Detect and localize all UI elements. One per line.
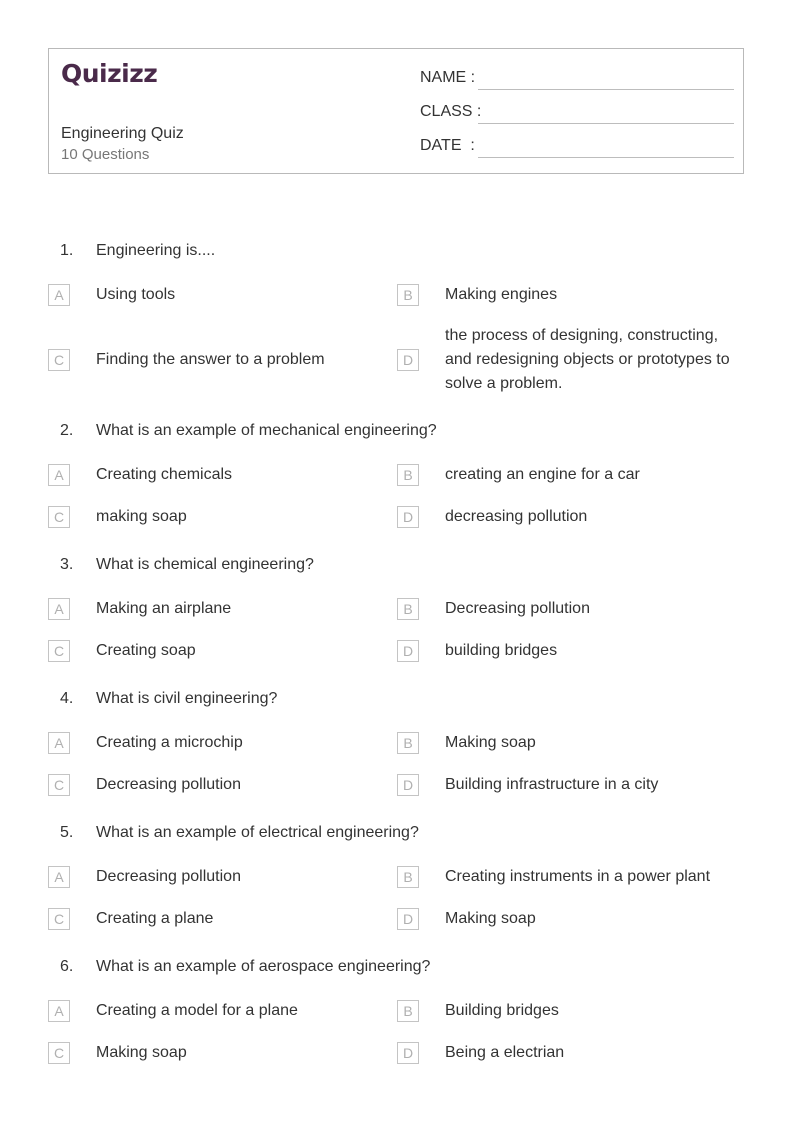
question-count: 10 Questions [61, 146, 150, 163]
option-text: Building infrastructure in a city [445, 776, 659, 793]
date-line[interactable] [478, 157, 734, 158]
question-number: 3. [60, 556, 74, 573]
question-number: 6. [60, 958, 74, 975]
option-a[interactable] [48, 588, 397, 630]
question-4 [48, 678, 744, 806]
option-c[interactable] [48, 1032, 397, 1074]
student-info-fields [420, 67, 734, 169]
option-c[interactable] [48, 316, 397, 404]
question-row [48, 946, 744, 990]
option-text: Creating a microchip [96, 734, 243, 751]
option-b[interactable] [397, 722, 744, 764]
option-d[interactable] [397, 316, 744, 404]
option-letter-box[interactable]: D [397, 506, 419, 528]
option-text: Making soap [445, 910, 536, 927]
option-d[interactable] [397, 764, 744, 806]
question-text: What is chemical engineering? [96, 556, 314, 573]
option-letter-box[interactable]: D [397, 349, 419, 371]
question-text: What is an example of electrical engineering? [96, 824, 419, 841]
answer-options [48, 722, 744, 806]
option-a[interactable] [48, 856, 397, 898]
option-text: Making an airplane [96, 600, 232, 617]
option-b[interactable] [397, 588, 744, 630]
option-d[interactable] [397, 496, 744, 538]
option-text: Creating soap [96, 642, 196, 659]
option-letter-box[interactable]: B [397, 732, 419, 754]
question-3 [48, 544, 744, 672]
worksheet-header [48, 48, 744, 174]
option-letter-box[interactable]: C [48, 1042, 70, 1064]
option-d[interactable] [397, 630, 744, 672]
option-text: Decreasing pollution [96, 776, 241, 793]
question-text: Engineering is.... [96, 242, 216, 259]
option-a[interactable] [48, 990, 397, 1032]
option-text: Creating instruments in a power plant [445, 868, 711, 885]
option-c[interactable] [48, 898, 397, 940]
name-line[interactable] [478, 89, 734, 90]
option-b[interactable] [397, 274, 744, 316]
question-number: 5. [60, 824, 74, 841]
option-c[interactable] [48, 764, 397, 806]
option-text: Making soap [96, 1044, 187, 1061]
option-letter-box[interactable]: A [48, 284, 70, 306]
option-letter-box[interactable]: A [48, 732, 70, 754]
option-letter-box[interactable]: A [48, 866, 70, 888]
option-b[interactable] [397, 990, 744, 1032]
option-letter-box[interactable]: B [397, 464, 419, 486]
option-a[interactable] [48, 454, 397, 496]
option-c[interactable] [48, 630, 397, 672]
option-b[interactable] [397, 454, 744, 496]
question-2 [48, 410, 744, 538]
date-field[interactable] [420, 135, 734, 169]
option-text: decreasing pollution [445, 508, 588, 525]
name-field[interactable] [420, 67, 734, 101]
option-a[interactable] [48, 722, 397, 764]
class-field[interactable] [420, 101, 734, 135]
option-letter-box[interactable]: D [397, 908, 419, 930]
question-row [48, 410, 744, 454]
question-text: What is an example of mechanical engineering? [96, 422, 437, 439]
class-line[interactable] [478, 123, 734, 124]
option-letter-box[interactable]: A [48, 598, 70, 620]
option-letter-box[interactable]: B [397, 1000, 419, 1022]
question-number: 2. [60, 422, 74, 439]
option-text: Making soap [445, 734, 536, 751]
option-text: Creating a plane [96, 910, 214, 927]
question-row [48, 230, 744, 274]
option-text: Using tools [96, 286, 176, 303]
option-letter-box[interactable]: D [397, 774, 419, 796]
option-letter-box[interactable]: C [48, 908, 70, 930]
option-text: Finding the answer to a problem [96, 351, 325, 368]
option-d[interactable] [397, 1032, 744, 1074]
answer-options [48, 588, 744, 672]
class-label: CLASS : [420, 103, 482, 120]
option-letter-box[interactable]: B [397, 866, 419, 888]
option-text: the process of designing, constructing, and redesigning objects or prototypes to solve a problem. [445, 327, 730, 392]
option-text: Being a electrian [445, 1044, 565, 1061]
option-letter-box[interactable]: C [48, 349, 70, 371]
option-letter-box[interactable]: A [48, 464, 70, 486]
quizizz-logo: Quizizz [61, 59, 158, 88]
question-text: What is civil engineering? [96, 690, 278, 707]
option-text: Building bridges [445, 1002, 559, 1019]
option-a[interactable] [48, 274, 397, 316]
option-letter-box[interactable]: C [48, 640, 70, 662]
option-letter-box[interactable]: B [397, 598, 419, 620]
question-5 [48, 812, 744, 940]
option-text: Decreasing pollution [96, 868, 241, 885]
question-number: 1. [60, 242, 74, 259]
question-list [48, 230, 744, 1080]
option-c[interactable] [48, 496, 397, 538]
quiz-title: Engineering Quiz [61, 125, 184, 142]
option-text: creating an engine for a car [445, 466, 640, 483]
question-row [48, 812, 744, 856]
option-letter-box[interactable]: B [397, 284, 419, 306]
option-d[interactable] [397, 898, 744, 940]
question-6 [48, 946, 744, 1074]
answer-options [48, 856, 744, 940]
question-number: 4. [60, 690, 74, 707]
answer-options [48, 990, 744, 1074]
question-row [48, 678, 744, 722]
option-letter-box[interactable]: C [48, 774, 70, 796]
answer-options [48, 454, 744, 538]
option-text: making soap [96, 508, 187, 525]
option-letter-box[interactable]: D [397, 640, 419, 662]
option-text: Creating chemicals [96, 466, 233, 483]
option-letter-box[interactable]: C [48, 506, 70, 528]
option-letter-box[interactable]: D [397, 1042, 419, 1064]
option-letter-box[interactable]: A [48, 1000, 70, 1022]
question-row [48, 544, 744, 588]
option-text: Making engines [445, 286, 558, 303]
question-1 [48, 230, 744, 404]
option-text: Decreasing pollution [445, 600, 590, 617]
question-text: What is an example of aerospace engineering? [96, 958, 431, 975]
date-label: DATE : [420, 137, 475, 154]
option-text: building bridges [445, 642, 558, 659]
name-label: NAME : [420, 69, 476, 86]
option-b[interactable] [397, 856, 744, 898]
option-text: Creating a model for a plane [96, 1002, 298, 1019]
answer-options [48, 274, 744, 404]
